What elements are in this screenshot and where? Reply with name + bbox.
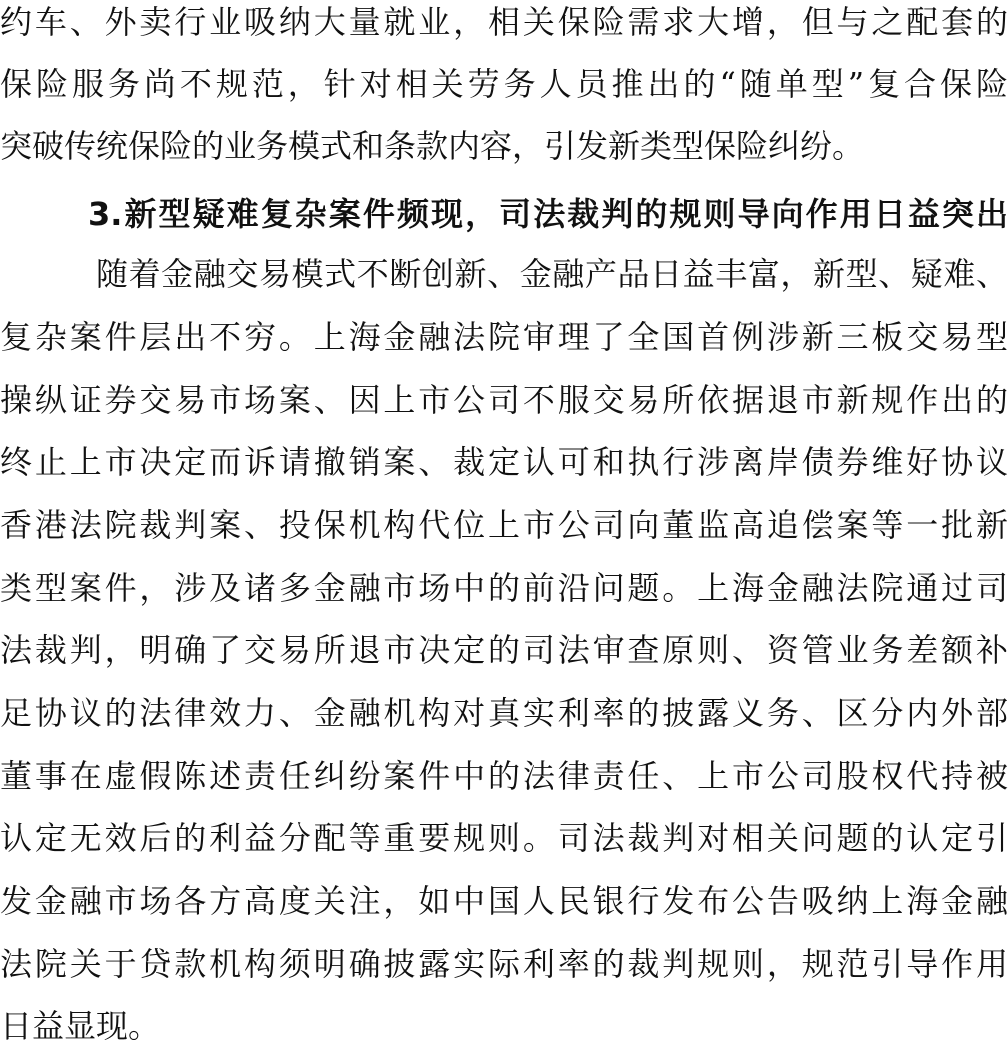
paragraph-main-line-2: 复杂案件层出不穷。上海金融法院审理了全国首例涉新三板交易型 — [0, 318, 1008, 356]
paragraph-main-line-1: 随着金融交易模式不断创新、金融产品日益丰富，新型、疑难、 — [96, 255, 1008, 293]
section-heading: 3.新型疑难复杂案件频现，司法裁判的规则导向作用日益突出 — [88, 195, 1008, 233]
paragraph-main-line-11: 发金融市场各方高度关注，如中国人民银行发布公告吸纳上海金融 — [0, 882, 1008, 920]
paragraph-main-line-8: 足协议的法律效力、金融机构对真实利率的披露义务、区分内外部 — [0, 694, 1008, 732]
paragraph-main-line-12: 法院关于贷款机构须明确披露实际利率的裁判规则，规范引导作用 — [0, 945, 1008, 983]
paragraph-main-line-13: 日益显现。 — [0, 1007, 161, 1045]
paragraph-main-line-6: 类型案件，涉及诸多金融市场中的前沿问题。上海金融法院通过司 — [0, 569, 1008, 607]
paragraph-main-line-3: 操纵证券交易市场案、因上市公司不服交易所依据退市新规作出的 — [0, 381, 1008, 419]
paragraph-main-line-5: 香港法院裁判案、投保机构代位上市公司向董监高追偿案等一批新 — [0, 506, 1008, 544]
paragraph-main-line-7: 法裁判，明确了交易所退市决定的司法审查原则、资管业务差额补 — [0, 631, 1008, 669]
paragraph-main-line-9: 董事在虚假陈述责任纠纷案件中的法律责任、上市公司股权代持被 — [0, 757, 1008, 795]
paragraph-main-line-10: 认定无效后的利益分配等重要规则。司法裁判对相关问题的认定引 — [0, 819, 1008, 857]
paragraph-main-line-4: 终止上市决定而诉请撤销案、裁定认可和执行涉离岸债券维好协议 — [0, 443, 1008, 481]
paragraph-top-line-3: 突破传统保险的业务模式和条款内容，引发新类型保险纠纷。 — [0, 127, 865, 165]
paragraph-top-line-1: 约车、外卖行业吸纳大量就业，相关保险需求大增，但与之配套的 — [0, 3, 1008, 41]
paragraph-top-line-2: 保险服务尚不规范，针对相关劳务人员推出的“随单型”复合保险 — [0, 65, 1008, 103]
